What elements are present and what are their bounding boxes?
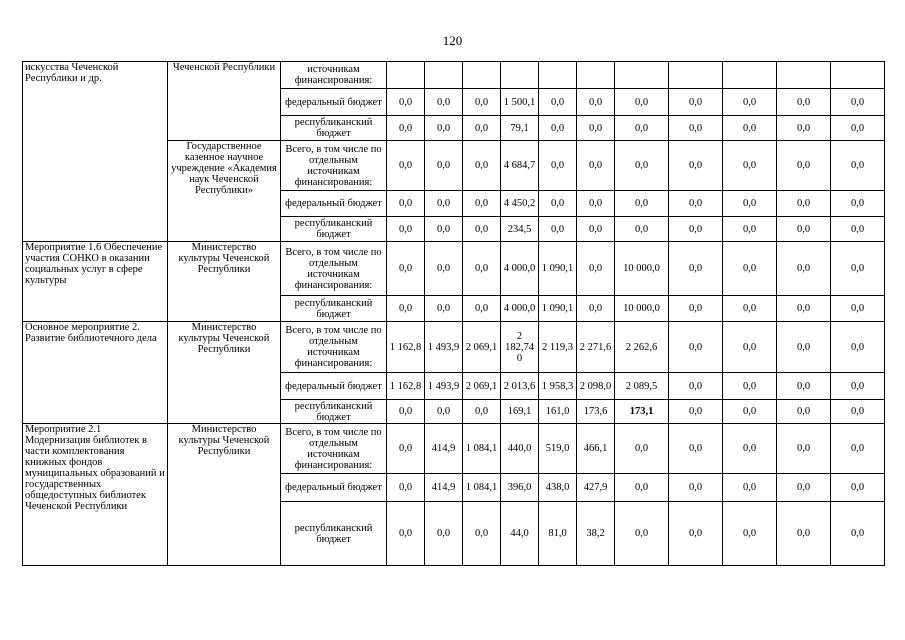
value-cell: 0,0 [387,400,425,424]
executor-cell: Министерство культуры Чеченской Республики [168,424,281,566]
value-cell: 0,0 [463,141,501,191]
value-cell [539,62,577,89]
value-cell: 0,0 [777,502,831,566]
value-cell: 0,0 [669,141,723,191]
table-row [23,322,885,373]
value-cell: 0,0 [831,116,885,141]
value-cell: 0,0 [387,296,425,322]
value-cell: 0,0 [669,400,723,424]
value-cell: 0,0 [615,502,669,566]
value-cell: 0,0 [831,424,885,474]
value-cell: 1 090,1 [539,296,577,322]
value-cell: 1 090,1 [539,242,577,296]
value-cell: 0,0 [615,116,669,141]
page-number: 120 [442,33,463,48]
funding-source-cell: федеральный бюджет [281,89,387,116]
value-cell: 0,0 [387,242,425,296]
value-cell: 0,0 [387,502,425,566]
funding-source-cell: федеральный бюджет [281,474,387,502]
value-cell: 0,0 [669,116,723,141]
value-cell: 0,0 [723,217,777,242]
value-cell: 173,1 [615,400,669,424]
value-cell: 0,0 [777,322,831,373]
value-cell: 0,0 [831,89,885,116]
value-cell: 0,0 [463,89,501,116]
value-cell: 1 162,8 [387,322,425,373]
value-cell: 0,0 [425,217,463,242]
value-cell: 0,0 [777,400,831,424]
value-cell: 38,2 [577,502,615,566]
value-cell: 0,0 [669,191,723,217]
executor-cell: Чеченской Республики [168,62,281,141]
value-cell: 1 162,8 [387,373,425,400]
value-cell: 0,0 [463,296,501,322]
value-cell: 0,0 [463,217,501,242]
funding-source-cell: Всего, в том числе по отдельным источникам финансирования: [281,141,387,191]
value-cell: 1 084,1 [463,474,501,502]
value-cell: 0,0 [777,474,831,502]
value-cell: 0,0 [831,400,885,424]
value-cell: 4 450,2 [501,191,539,217]
value-cell: 0,0 [831,474,885,502]
funding-source-cell: Всего, в том числе по отдельным источникам финансирования: [281,424,387,474]
value-cell: 0,0 [777,296,831,322]
value-cell: 0,0 [615,424,669,474]
value-cell: 0,0 [723,322,777,373]
value-cell: 0,0 [425,400,463,424]
value-cell: 0,0 [577,116,615,141]
value-cell: 0,0 [777,116,831,141]
value-cell: 0,0 [831,322,885,373]
value-cell: 0,0 [425,502,463,566]
value-cell: 0,0 [615,141,669,191]
value-cell: 0,0 [669,242,723,296]
value-cell: 0,0 [723,242,777,296]
funding-source-cell: федеральный бюджет [281,373,387,400]
table-row [23,242,885,296]
value-cell: 0,0 [723,296,777,322]
value-cell: 0,0 [777,89,831,116]
value-cell: 0,0 [425,141,463,191]
value-cell: 0,0 [669,322,723,373]
value-cell: 0,0 [577,141,615,191]
value-cell: 0,0 [425,242,463,296]
value-cell: 0,0 [777,242,831,296]
event-name-cell: Мероприятие 1.6 Обеспечение участия СОНКО в оказании социальных услуг в сфере культуры [23,242,168,322]
value-cell: 1 084,1 [463,424,501,474]
value-cell: 0,0 [387,116,425,141]
value-cell: 414,9 [425,424,463,474]
value-cell: 0,0 [539,191,577,217]
value-cell: 0,0 [777,424,831,474]
value-cell: 1 500,1 [501,89,539,116]
value-cell: 0,0 [777,373,831,400]
value-cell [501,62,539,89]
value-cell: 0,0 [615,191,669,217]
value-cell: 1 958,3 [539,373,577,400]
value-cell [669,62,723,89]
value-cell [723,62,777,89]
value-cell: 0,0 [831,296,885,322]
value-cell: 0,0 [723,89,777,116]
value-cell: 0,0 [577,89,615,116]
value-cell: 79,1 [501,116,539,141]
value-cell: 2 271,6 [577,322,615,373]
value-cell: 0,0 [831,373,885,400]
value-cell [425,62,463,89]
value-cell: 0,0 [831,191,885,217]
value-cell: 0,0 [539,116,577,141]
value-cell: 0,0 [463,400,501,424]
value-cell: 0,0 [723,474,777,502]
value-cell: 414,9 [425,474,463,502]
value-cell: 440,0 [501,424,539,474]
value-cell: 0,0 [387,141,425,191]
value-cell: 0,0 [831,502,885,566]
value-cell: 10 000,0 [615,296,669,322]
value-cell: 0,0 [831,242,885,296]
funding-source-cell: республиканский бюджет [281,502,387,566]
value-cell: 0,0 [669,89,723,116]
value-cell: 0,0 [539,89,577,116]
value-cell: 0,0 [723,116,777,141]
value-cell: 1 493,9 [425,322,463,373]
value-cell: 0,0 [669,474,723,502]
value-cell: 0,0 [615,217,669,242]
value-cell: 427,9 [577,474,615,502]
value-cell: 0,0 [387,474,425,502]
funding-source-cell: Всего, в том числе по отдельным источникам финансирования: [281,322,387,373]
value-cell: 0,0 [425,191,463,217]
value-cell: 0,0 [615,89,669,116]
value-cell: 519,0 [539,424,577,474]
value-cell: 161,0 [539,400,577,424]
value-cell: 0,0 [387,89,425,116]
value-cell: 0,0 [577,217,615,242]
event-name-cell: искусства Чеченской Республики и др. [23,62,168,242]
value-cell: 0,0 [387,424,425,474]
value-cell: 0,0 [777,191,831,217]
value-cell: 0,0 [723,191,777,217]
value-cell: 0,0 [387,191,425,217]
value-cell: 2 013,6 [501,373,539,400]
executor-cell: Министерство культуры Чеченской Республики [168,322,281,424]
value-cell: 4 000,0 [501,242,539,296]
value-cell: 0,0 [425,116,463,141]
funding-source-cell: республиканский бюджет [281,116,387,141]
value-cell: 0,0 [777,217,831,242]
value-cell: 0,0 [577,242,615,296]
value-cell: 0,0 [723,424,777,474]
value-cell: 2 119,3 [539,322,577,373]
value-cell: 2 069,1 [463,373,501,400]
value-cell [615,62,669,89]
value-cell: 438,0 [539,474,577,502]
value-cell: 0,0 [577,296,615,322]
value-cell: 0,0 [723,141,777,191]
funding-source-cell: республиканский бюджет [281,217,387,242]
value-cell: 0,0 [425,89,463,116]
table-body [23,62,885,566]
value-cell: 2 069,1 [463,322,501,373]
value-cell: 173,6 [577,400,615,424]
value-cell: 0,0 [669,373,723,400]
value-cell: 2 098,0 [577,373,615,400]
value-cell: 0,0 [669,217,723,242]
value-cell: 0,0 [777,141,831,191]
value-cell: 0,0 [463,242,501,296]
value-cell: 169,1 [501,400,539,424]
value-cell [831,62,885,89]
value-cell: 0,0 [615,474,669,502]
value-cell: 2 262,6 [615,322,669,373]
value-cell: 4 000,0 [501,296,539,322]
value-cell: 0,0 [723,373,777,400]
table-row [23,424,885,474]
value-cell: 0,0 [723,400,777,424]
budget-table [22,61,885,566]
value-cell [463,62,501,89]
value-cell: 2 089,5 [615,373,669,400]
value-cell: 0,0 [463,116,501,141]
value-cell: 0,0 [577,191,615,217]
event-name-cell: Основное мероприятие 2. Развитие библиотечного дела [23,322,168,424]
value-cell: 0,0 [387,217,425,242]
value-cell: 1 493,9 [425,373,463,400]
funding-source-cell: источникам финансирования: [281,62,387,89]
value-cell: 0,0 [463,502,501,566]
value-cell: 0,0 [831,141,885,191]
value-cell: 396,0 [501,474,539,502]
value-cell: 0,0 [669,424,723,474]
funding-source-cell: федеральный бюджет [281,191,387,217]
executor-cell: Государственное казенное научное учреждение «Академия наук Чеченской Республики» [168,141,281,242]
executor-cell: Министерство культуры Чеченской Республики [168,242,281,322]
value-cell [577,62,615,89]
value-cell: 81,0 [539,502,577,566]
value-cell: 234,5 [501,217,539,242]
value-cell: 0,0 [669,296,723,322]
value-cell: 0,0 [669,502,723,566]
value-cell: 0,0 [539,141,577,191]
value-cell: 0,0 [539,217,577,242]
funding-source-cell: республиканский бюджет [281,400,387,424]
value-cell [777,62,831,89]
event-name-cell: Мероприятие 2.1 Модернизация библиотек в части комплектования книжных фондов муниципальных образований и государственных общедоступных библиотек Чеченской Республики [23,424,168,566]
value-cell: 0,0 [723,502,777,566]
value-cell: 0,0 [425,296,463,322]
value-cell: 0,0 [463,191,501,217]
value-cell: 44,0 [501,502,539,566]
funding-source-cell: Всего, в том числе по отдельным источникам финансирования: [281,242,387,296]
value-cell: 0,0 [831,217,885,242]
value-cell: 2 182,74 0 [501,322,539,373]
value-cell: 4 684,7 [501,141,539,191]
value-cell: 466,1 [577,424,615,474]
funding-source-cell: республиканский бюджет [281,296,387,322]
table-row [23,62,885,89]
value-cell: 10 000,0 [615,242,669,296]
value-cell [387,62,425,89]
